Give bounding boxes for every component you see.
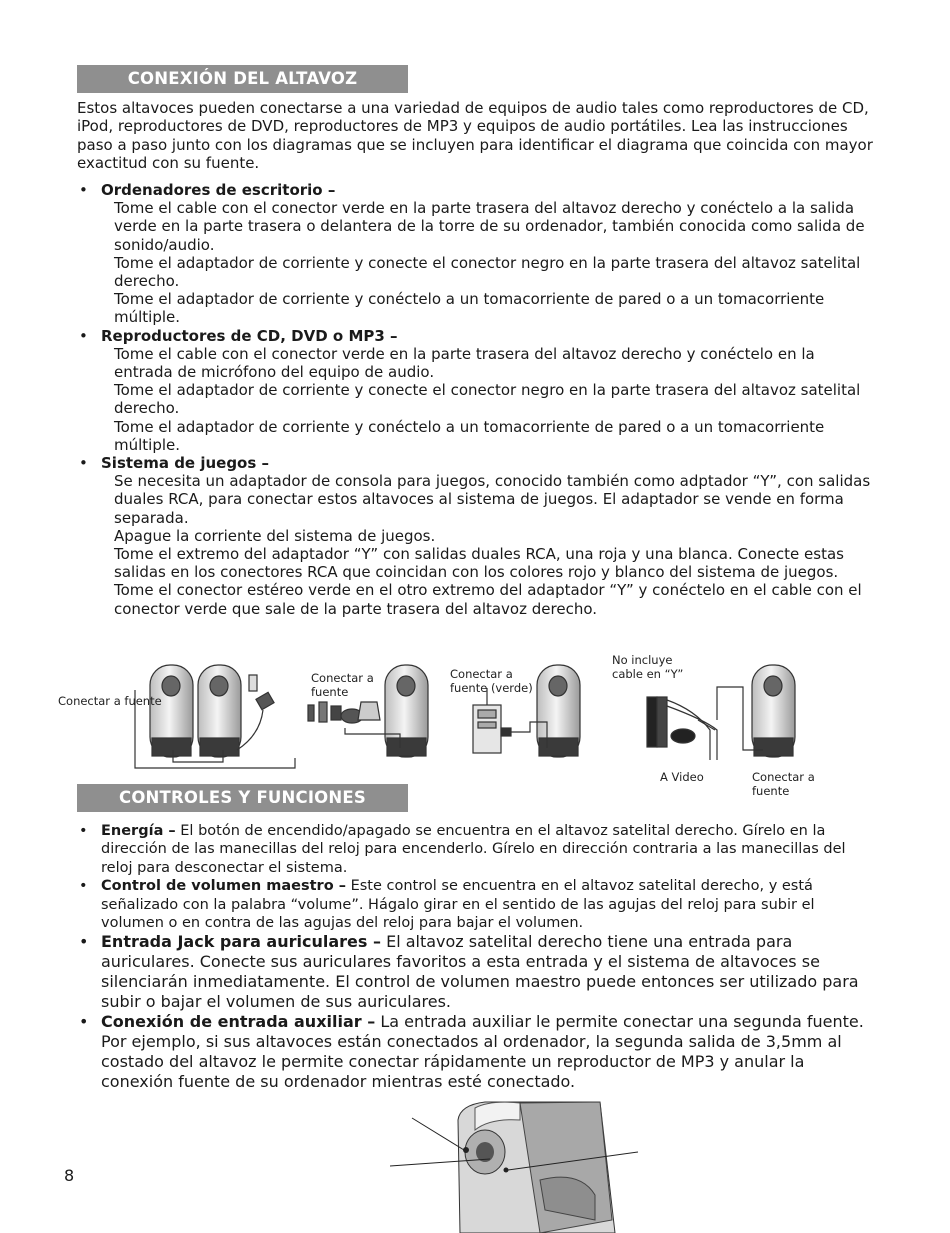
item-title: Entrada Jack para auriculares – xyxy=(101,932,381,952)
label-y-cable-not-included: No incluye cable en “Y” xyxy=(612,653,684,681)
item-paragraph: Tome el cable con el conector verde en la parte trasera del altavoz derecho y conéctelo en la entrada de micrófono del equipo de audio. xyxy=(114,344,815,382)
item-text: La entrada auxiliar le permite conectar una segunda fuente. Por ejemplo, si sus altavoces están conectados al ordenador, la segunda salida de 3,5mm al costado del altavoz le permite conectar rápidamente un reproductor de MP3 y anular la conexión fuente de su ordenador mientras esté conectado. xyxy=(101,1012,864,1092)
list-item-desktop xyxy=(77,181,877,327)
bullet: • xyxy=(79,181,88,199)
intro-paragraph: Estos altavoces pueden conectarse a una variedad de equipos de audio tales como reproductores de CD, iPod, reproductores de DVD, reproductores de MP3 y equipos de audio portátiles. Lea las instrucciones paso a paso junto con los diagramas que se incluyen para identificar el diagrama que coincida con mayor exactitud con su fuente. xyxy=(77,99,873,173)
item-paragraph: Tome el extremo del adaptador “Y” con salidas duales RCA, una roja y una blanca. Conecte estas salidas en los conectores RCA que coincidan con los colores rojo y blanco del sistema de juegos. xyxy=(114,545,844,582)
speaker-closeup-illustration xyxy=(390,1100,640,1233)
label-to-video: A Video xyxy=(660,770,704,784)
item-paragraph: Tome el adaptador de corriente y conecte el conector negro en la parte trasera del altavoz satelital derecho. xyxy=(114,381,861,418)
bullet: • xyxy=(79,1012,89,1032)
item-text: El botón de encendido/apagado se encuentra en el altavoz satelital derecho. Gírelo en la dirección de las manecillas del reloj para encenderlo. Gírelo en dirección contraria a las manecillas del reloj para desconectar el sistema. xyxy=(101,823,846,876)
label-connect-source-2: Conectar a fuente xyxy=(311,671,374,699)
item-paragraph: Se necesita un adaptador de consola para juegos, conocido también como adptador “Y”, con salidas duales RCA, para conectar estos altavoces al sistema de juegos. El adaptador se vende en forma separada. xyxy=(114,472,871,527)
label-connect-source-green: Conectar a fuente (verde) xyxy=(450,667,533,695)
item-text: El altavoz satelital derecho tiene una entrada para auriculares. Conecte sus auriculares favoritos a esta entrada y el sistema de altavoces se silenciarán inmediatamente. El control de volumen maestro puede entonces ser utilizado para subir o bajar el volumen de sus auriculares. xyxy=(101,932,859,1012)
section-header-conexion: CONEXIÓN DEL ALTAVOZ xyxy=(77,65,408,93)
item-paragraph: Apague la corriente del sistema de juegos. xyxy=(114,526,436,545)
item-title: Control de volumen maestro – xyxy=(101,878,346,895)
section-header-controles: CONTROLES Y FUNCIONES xyxy=(77,784,408,812)
item-paragraph: Tome el adaptador de corriente y conéctelo a un tomacorriente de pared o a un tomacorriente múltiple. xyxy=(114,290,825,327)
list-item-game-system xyxy=(77,454,877,618)
bullet: • xyxy=(79,326,88,345)
item-title: Reproductores de CD, DVD o MP3 – xyxy=(101,326,398,345)
page-number: 8 xyxy=(64,1166,75,1185)
controls-list xyxy=(77,822,877,1092)
item-text: Este control se encuentra en el altavoz satelital derecho, y está señalizado con la palabra “volume”. Hágalo girar en el sentido de las agujas del reloj para subir el volumen o en contra de las agujas del reloj para bajar el volumen. xyxy=(101,878,815,932)
list-item-power xyxy=(77,822,877,877)
connection-diagrams xyxy=(55,650,885,805)
list-item-master-volume xyxy=(77,877,877,932)
item-paragraph: Tome el conector estéreo verde en el otro extremo del adaptador “Y” y conéctelo en el cable con el conector verde que sale de la parte trasera del altavoz derecho. xyxy=(114,581,862,618)
item-title: Conexión de entrada auxiliar – xyxy=(101,1012,376,1032)
item-paragraph: Tome el cable con el conector verde en la parte trasera del altavoz derecho y conéctelo a la salida verde en la parte trasera o delantera de la torre de su ordenador, también conocida como salida de sonido/audio. xyxy=(114,199,865,254)
list-item-aux-input xyxy=(77,1012,877,1092)
item-title: Ordenadores de escritorio – xyxy=(101,181,336,199)
item-title: Sistema de juegos – xyxy=(101,454,270,473)
bullet: • xyxy=(79,454,88,473)
connection-list xyxy=(77,181,877,618)
list-item-cd-dvd-mp3 xyxy=(77,327,877,454)
speaker-pair-1 xyxy=(135,665,295,768)
bullet: • xyxy=(79,823,88,839)
item-paragraph: Tome el adaptador de corriente y conéctelo a un tomacorriente de pared o a un tomacorriente múltiple. xyxy=(114,417,825,454)
bullet: • xyxy=(79,878,88,895)
item-title: Energía – xyxy=(101,823,176,839)
bullet: • xyxy=(79,932,89,952)
item-paragraph: Tome el adaptador de corriente y conecte el conector negro en la parte trasera del altavoz satelital derecho. xyxy=(114,253,861,291)
list-item-headphone-jack xyxy=(77,932,877,1012)
label-connect-source-4: Conectar a fuente xyxy=(752,770,815,798)
label-connect-source-1: Conectar a fuente xyxy=(58,694,162,708)
